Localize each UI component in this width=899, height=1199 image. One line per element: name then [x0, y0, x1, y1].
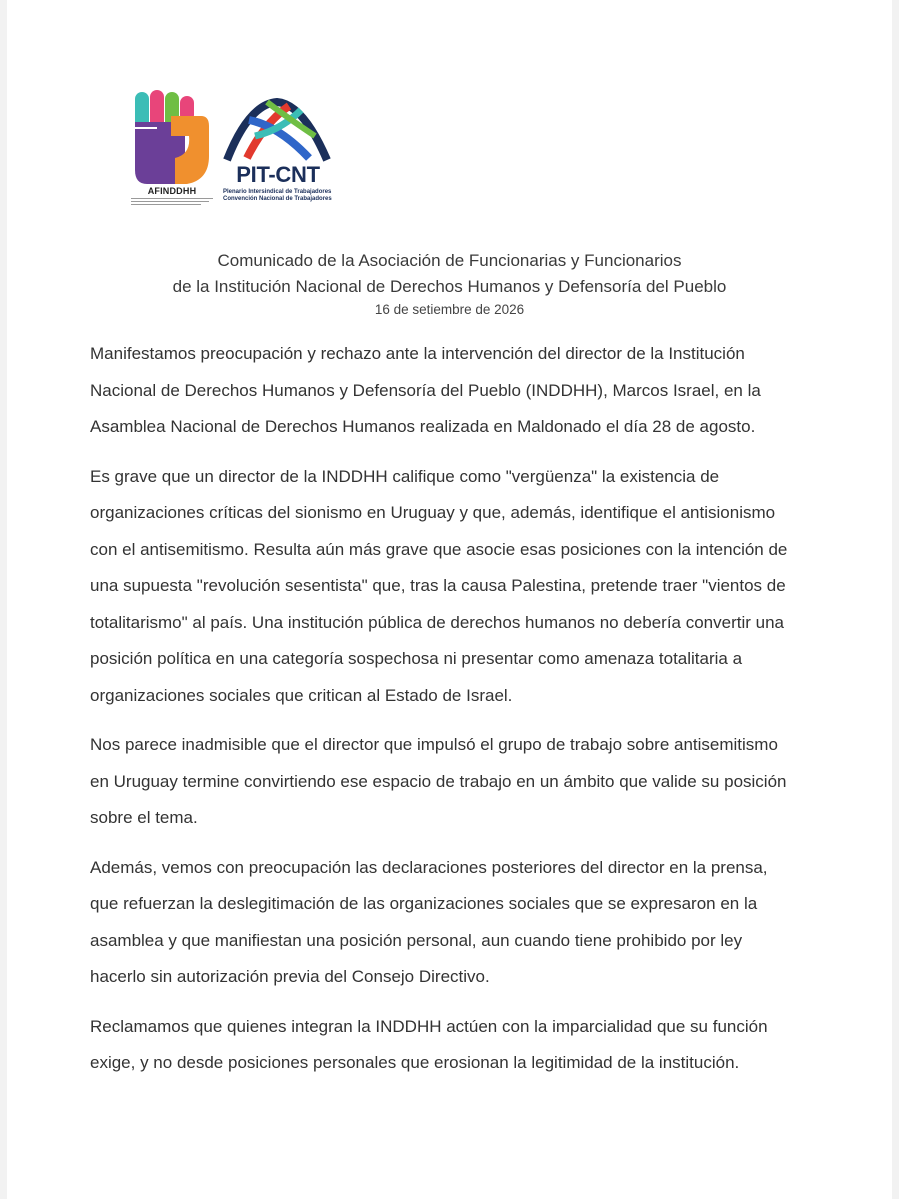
paragraph	[90, 459, 810, 715]
pit-cnt-name: PIT-CNT	[236, 162, 320, 187]
text-line: con el antisemitismo. Resulta aún más grave que asocie esas posiciones con la intención de	[90, 539, 788, 559]
communique-date: 16 de setiembre de 2026	[374, 302, 525, 317]
text-line: Además, vemos con preocupación las declaraciones posteriores del director en la prensa,	[90, 857, 768, 877]
text-line: organizaciones sociales que critican al Estado de Israel.	[90, 685, 513, 705]
text-line: Reclamamos que quienes integran la INDDHH actúen con la imparcialidad que su función	[90, 1016, 768, 1036]
pit-cnt-subtitle-1: Plenario Intersindical de Trabajadores	[223, 189, 332, 195]
braided-arch-icon	[219, 96, 337, 162]
communique-body	[90, 336, 810, 1095]
logo-area	[127, 88, 342, 218]
heading-line-2: de la Institución Nacional de Derechos Humanos y Defensoría del Pueblo	[172, 277, 727, 296]
text-line: hacerlo sin autorización previa del Consejo Directivo.	[90, 967, 490, 986]
heading-line-1: Comunicado de la Asociación de Funcionarias y Funcionarios	[217, 251, 682, 270]
text-line: asamblea y que manifiestan una posición personal, aun cuando tiene prohibido por ley	[90, 930, 743, 950]
paragraph	[90, 727, 810, 837]
text-line: totalitarismo" al país. Una institución pública de derechos humanos no debería convertir una	[90, 612, 784, 632]
pit-cnt-logo	[219, 96, 337, 211]
text-line: que refuerzan la deslegitimación de las organizaciones sociales que se expresaron en la	[90, 894, 758, 913]
text-line: en Uruguay termine convirtiendo ese espacio de trabajo en un ámbito que valide su posición	[90, 771, 787, 791]
paragraph	[90, 1009, 810, 1082]
text-line: organizaciones críticas del sionismo en Uruguay y que, además, identifique el antisionismo	[90, 503, 776, 522]
text-line: posición política en una categoría sospechosa ni presentar como amenaza totalitaria a	[90, 649, 743, 668]
communique-heading	[0, 248, 899, 320]
text-line: Nacional de Derechos Humanos y Defensoría del Pueblo (INDDHH), Marcos Israel, en la	[90, 380, 761, 400]
text-line: Nos parece inadmisible que el director que impulsó el grupo de trabajo sobre antisemitismo	[90, 735, 778, 754]
afinddhh-acronym: AFINDDHH	[147, 186, 197, 196]
text-line: Es grave que un director de la INDDHH califique como "vergüenza" la existencia de	[90, 466, 720, 486]
text-line: Asamblea Nacional de Derechos Humanos realizada en Maldonado el día 28 de agosto.	[90, 417, 756, 436]
text-line: exige, y no desde posiciones personales que erosionan la legitimidad de la institución.	[90, 1053, 740, 1072]
text-line: sobre el tema.	[90, 808, 198, 827]
text-line: Manifestamos preocupación y rechazo ante la intervención del director de la Institución	[90, 344, 745, 363]
paragraph	[90, 336, 810, 446]
pit-cnt-subtitle-2: Convención Nacional de Trabajadores	[223, 196, 332, 202]
afinddhh-logo	[127, 88, 217, 208]
raised-fist-icon	[127, 88, 217, 188]
document-page	[7, 0, 892, 1199]
text-line: una supuesta "revolución sesentista" que, tras la causa Palestina, pretende traer "vientos de	[90, 576, 786, 595]
afinddhh-subtitle-lines	[131, 198, 213, 208]
paragraph	[90, 850, 810, 996]
